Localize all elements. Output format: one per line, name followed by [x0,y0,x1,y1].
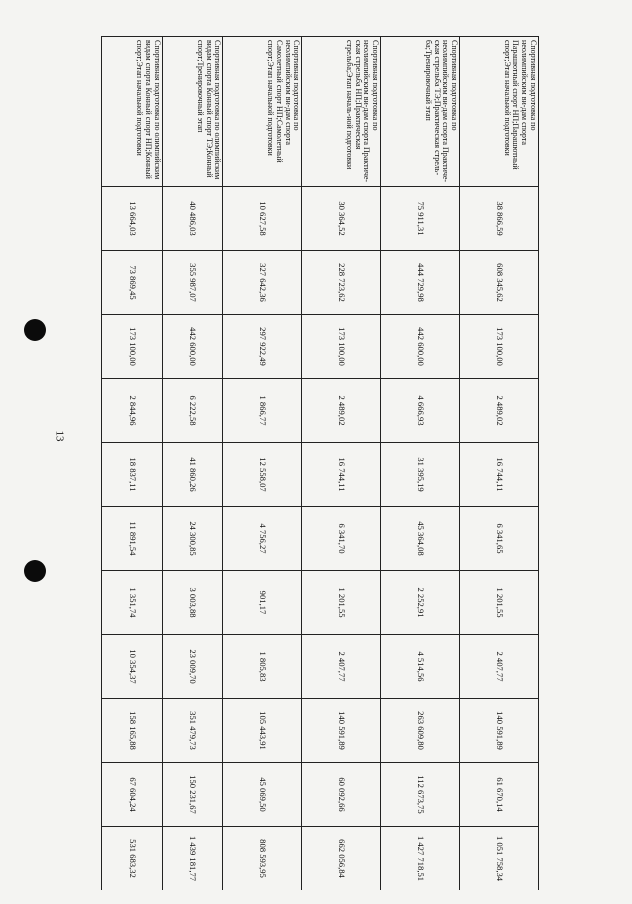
amount-cell: 351 479,73 [162,699,223,763]
row-total: 1 051 758,34 [460,827,539,891]
amount-cell: 140 591,89 [460,699,539,763]
amount-cell: 1 201,55 [302,571,381,635]
amount-cell: 30 364,52 [302,187,381,251]
amount-cell: 45 069,50 [223,763,302,827]
row-total: 662 056,84 [302,827,381,891]
table-container [101,36,539,890]
amount-cell: 1 866,77 [223,379,302,443]
amount-cell: 140 591,89 [302,699,381,763]
amount-cell: 105 443,91 [223,699,302,763]
amount-cell: 444 729,98 [381,251,460,315]
row-description: Спортивная подготовка по олимпийским видам спорта Конный спорт НП;Конный спорт;Этап начальной подготовки [102,37,163,187]
amount-cell: 60 092,66 [302,763,381,827]
table-row [460,37,539,891]
row-total: 1 439 181,77 [162,827,223,891]
amount-cell: 6 341,65 [460,507,539,571]
amount-cell: 18 837,11 [102,443,163,507]
amount-cell: 73 869,45 [102,251,163,315]
table-row [102,37,163,891]
amount-cell: 40 486,03 [162,187,223,251]
amount-cell: 16 744,11 [302,443,381,507]
amount-cell: 4 514,56 [381,635,460,699]
amount-cell: 1 805,83 [223,635,302,699]
row-description: Спортивная подготовка по олимпийским видам спорта Конный спорт ТЭ;Конный спорт;Тренировочный этап [162,37,223,187]
amount-cell: 2 844,96 [102,379,163,443]
punch-hole [24,319,46,341]
amount-cell: 23 009,70 [162,635,223,699]
amount-cell: 173 100,00 [302,315,381,379]
rotated-table [101,36,539,890]
amount-cell: 442 600,00 [162,315,223,379]
table-row [223,37,302,891]
amount-cell: 442 600,00 [381,315,460,379]
row-description: Спортивная подготовка по неолимпийским ви-дам спорта Практиче-ская стрельба ТЭ;Практическая стрель-ба;Тренировочный этап [381,37,460,187]
amount-cell: 41 860,26 [162,443,223,507]
amount-cell: 608 345,62 [460,251,539,315]
amount-cell: 16 744,11 [460,443,539,507]
amount-cell: 45 364,08 [381,507,460,571]
amount-cell: 4 756,27 [223,507,302,571]
amount-cell: 150 231,67 [162,763,223,827]
amount-cell: 24 300,85 [162,507,223,571]
table-body [102,37,539,891]
table-row [381,37,460,891]
amount-cell: 11 891,54 [102,507,163,571]
page-number: 13 [53,430,66,442]
amount-cell: 2 489,02 [460,379,539,443]
table-row [162,37,223,891]
row-total: 808 593,95 [223,827,302,891]
amount-cell: 6 222,58 [162,379,223,443]
amount-cell: 355 987,07 [162,251,223,315]
amount-cell: 2 407,77 [302,635,381,699]
amount-cell: 173 100,00 [102,315,163,379]
amount-cell: 4 666,93 [381,379,460,443]
row-description: Спортивная подготовка по неолимпийским ви-дам спорта Самолетный спорт НП;Самолетный спорт;Этап начальной подготовки [223,37,302,187]
amount-cell: 67 604,24 [102,763,163,827]
amount-cell: 75 911,31 [381,187,460,251]
amount-cell: 2 252,91 [381,571,460,635]
amount-cell: 228 723,62 [302,251,381,315]
table-row [302,37,381,891]
amount-cell: 61 670,14 [460,763,539,827]
row-total: 531 683,32 [102,827,163,891]
amount-cell: 327 642,36 [223,251,302,315]
row-description: Спортивная подготовка по неолимпийским ви-дам спорта Практиче-ская стрельба НП;Практическая стрельба;Этап началь-ной подготовки [302,37,381,187]
financial-table [101,36,539,890]
amount-cell: 1 201,55 [460,571,539,635]
amount-cell: 158 165,88 [102,699,163,763]
amount-cell: 6 341,70 [302,507,381,571]
amount-cell: 1 351,74 [102,571,163,635]
amount-cell: 297 922,49 [223,315,302,379]
amount-cell: 38 866,59 [460,187,539,251]
amount-cell: 13 664,03 [102,187,163,251]
punch-hole [24,560,46,582]
amount-cell: 3 003,88 [162,571,223,635]
amount-cell: 2 407,77 [460,635,539,699]
amount-cell: 31 395,19 [381,443,460,507]
amount-cell: 10 627,58 [223,187,302,251]
row-total: 1 427 718,51 [381,827,460,891]
amount-cell: 173 100,00 [460,315,539,379]
amount-cell: 10 354,37 [102,635,163,699]
row-description: Спортивная подготовка по неолимпийским ви-дам спорта Парашютный спорт НП;Парашютный спорт;Этап начальной подготовки [460,37,539,187]
amount-cell: 263 609,80 [381,699,460,763]
amount-cell: 901,17 [223,571,302,635]
amount-cell: 112 673,75 [381,763,460,827]
amount-cell: 12 558,07 [223,443,302,507]
amount-cell: 2 489,02 [302,379,381,443]
